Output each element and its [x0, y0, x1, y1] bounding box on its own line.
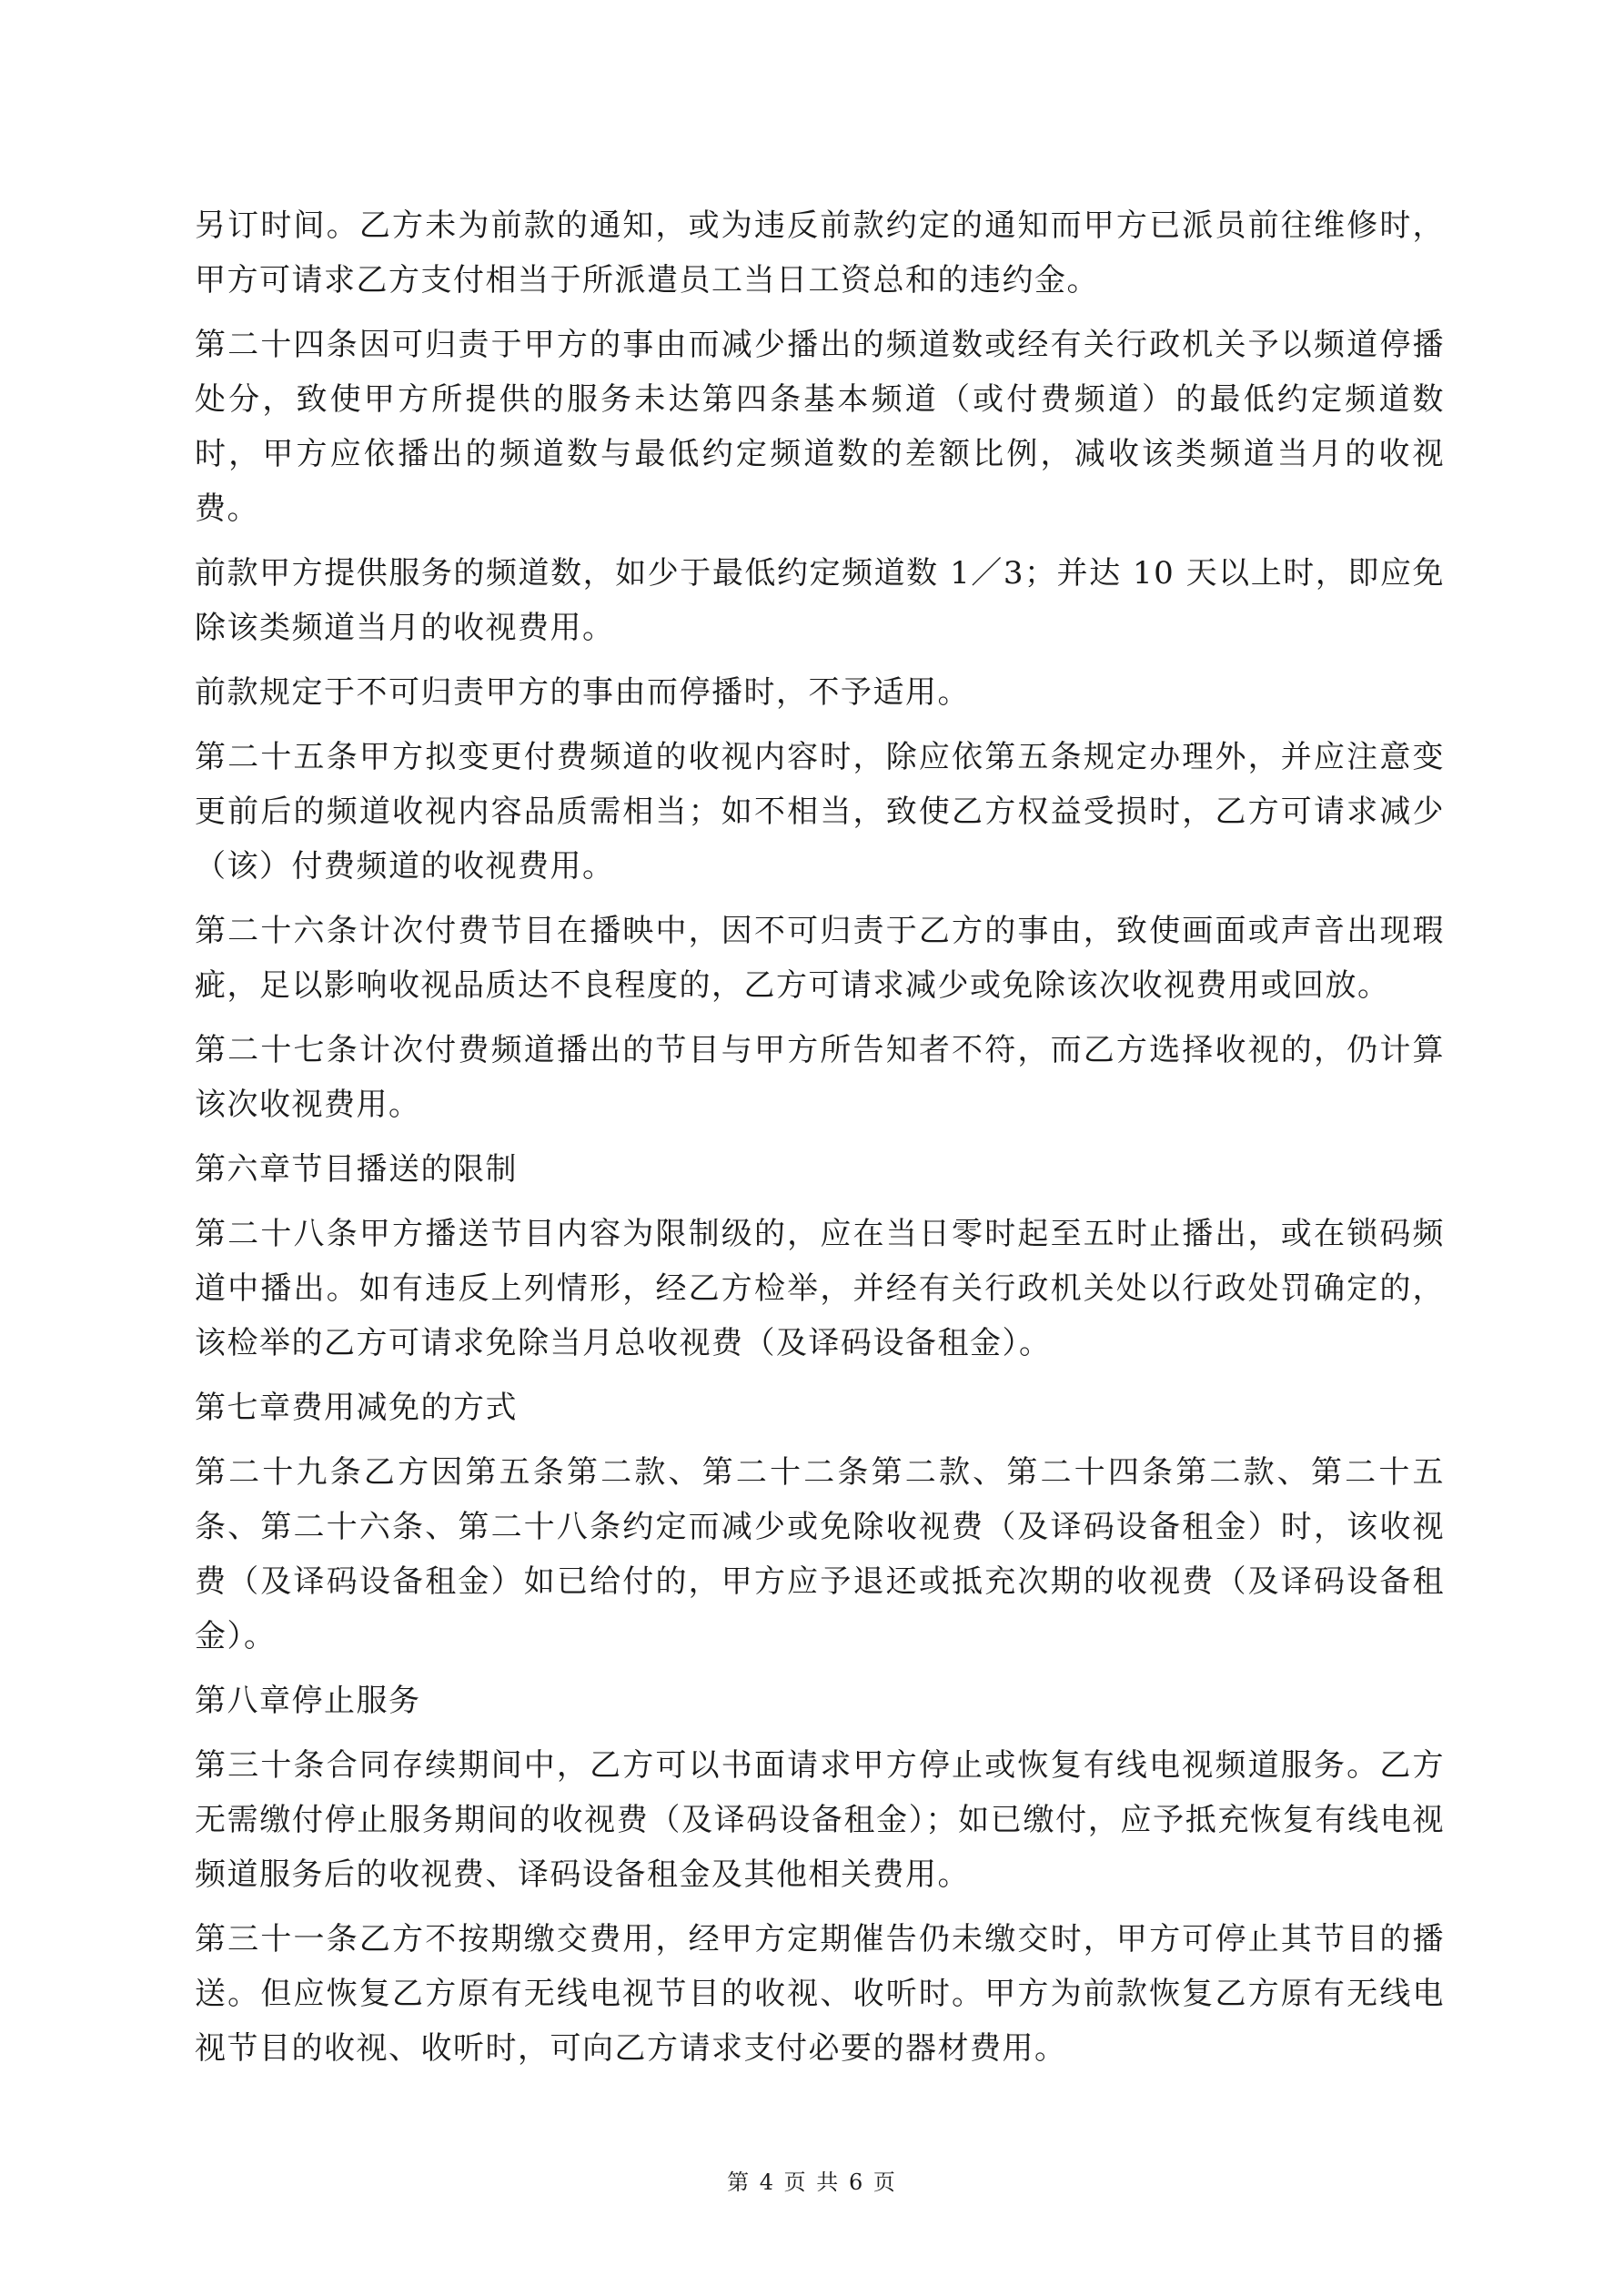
article-31: 第三十一条乙方不按期缴交费用，经甲方定期催告仍未缴交时，甲方可停止其节目的播送。但应恢复乙方原有无线电视节目的收视、收听时。甲方为前款恢复乙方原有无线电视节目的收视、收听时，可向乙方请求支付必要的器材费用。 — [195, 1921, 1445, 2067]
page-number-footer: 第 4 页 共 6 页 — [727, 2170, 897, 2195]
document-body — [195, 198, 1445, 2086]
paragraph: 前款规定于不可归责甲方的事由而停播时，不予适用。 — [195, 674, 970, 711]
paragraph: 前款甲方提供服务的频道数，如少于最低约定频道数 1／3；并达 10 天以上时，即应免除该类频道当月的收视费用。 — [195, 555, 1445, 646]
article-29: 第二十九条乙方因第五条第二款、第二十二条第二款、第二十四条第二款、第二十五条、第二十六条、第二十八条约定而减少或免除收视费（及译码设备租金）时，该收视费（及译码设备租金）如已给付的，甲方应予退还或抵充次期的收视费（及译码设备租金）。 — [195, 1454, 1445, 1654]
article-25: 第二十五条甲方拟变更付费频道的收视内容时，除应依第五条规定办理外，并应注意变更前后的频道收视内容品质需相当；如不相当，致使乙方权益受损时，乙方可请求减少（该）付费频道的收视费用。 — [195, 739, 1445, 885]
article-27: 第二十七条计次付费频道播出的节目与甲方所告知者不符，而乙方选择收视的，仍计算该次收视费用。 — [195, 1032, 1445, 1123]
paragraph: 另订时间。乙方未为前款的通知，或为违反前款约定的通知而甲方已派员前往维修时，甲方可请求乙方支付相当于所派遣员工当日工资总和的违约金。 — [195, 207, 1445, 298]
article-30: 第三十条合同存续期间中，乙方可以书面请求甲方停止或恢复有线电视频道服务。乙方无需缴付停止服务期间的收视费（及译码设备租金）；如已缴付，应予抵充恢复有线电视频道服务后的收视费、译码设备租金及其他相关费用。 — [195, 1747, 1445, 1893]
article-28: 第二十八条甲方播送节目内容为限制级的，应在当日零时起至五时止播出，或在锁码频道中播出。如有违反上列情形，经乙方检举，并经有关行政机关处以行政处罚确定的，该检举的乙方可请求免除当月总收视费（及译码设备租金）。 — [195, 1216, 1445, 1361]
chapter-heading-7: 第七章费用减免的方式 — [195, 1390, 518, 1426]
chapter-heading-6: 第六章节目播送的限制 — [195, 1151, 518, 1188]
chapter-heading-8: 第八章停止服务 — [195, 1683, 421, 1719]
article-26: 第二十六条计次付费节目在播映中，因不可归责于乙方的事由，致使画面或声音出现瑕疵，足以影响收视品质达不良程度的，乙方可请求减少或免除该次收视费用或回放。 — [195, 913, 1445, 1004]
article-24: 第二十四条因可归责于甲方的事由而减少播出的频道数或经有关行政机关予以频道停播处分，致使甲方所提供的服务未达第四条基本频道（或付费频道）的最低约定频道数时，甲方应依播出的频道数与最低约定频道数的差额比例，减收该类频道当月的收视费。 — [195, 327, 1445, 527]
